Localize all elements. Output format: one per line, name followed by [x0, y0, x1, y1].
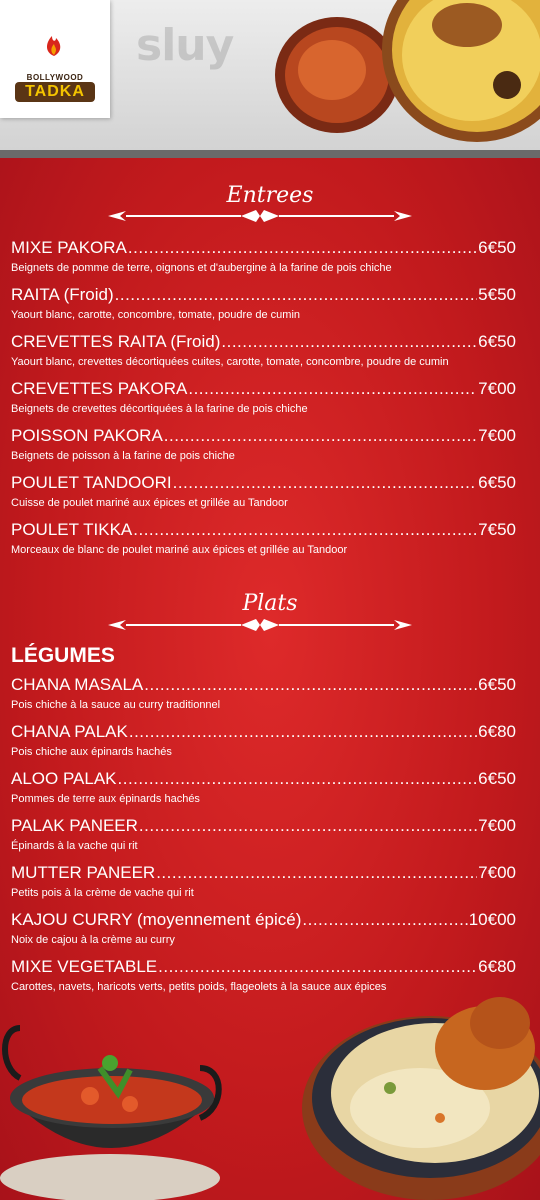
dot-leader	[133, 520, 477, 540]
item-description: Épinards à la vache qui rit	[11, 840, 138, 852]
item-description: Carottes, navets, haricots verts, petits poids, flageolets à la sauce aux épices	[11, 981, 387, 993]
menu-item	[11, 520, 516, 557]
menu-item	[11, 426, 516, 463]
item-name: PALAK PANEER	[11, 816, 138, 835]
dot-leader	[164, 426, 477, 446]
item-name: MIXE VEGETABLE	[11, 957, 158, 976]
menu-item	[11, 863, 516, 900]
item-price: 6€50	[478, 332, 516, 351]
dot-leader	[221, 332, 477, 352]
menu-item	[11, 285, 516, 322]
item-name: RAITA (Froid)	[11, 285, 114, 304]
logo-title: TADKA	[15, 82, 95, 102]
ornament-divider	[108, 210, 412, 222]
menu-item	[11, 473, 516, 510]
item-price: 10€00	[468, 910, 516, 929]
food-photo-biryani	[300, 968, 540, 1200]
item-description: Pois chiche aux épinards hachés	[11, 746, 172, 758]
item-name: CHANA MASALA	[11, 675, 144, 694]
item-name: ALOO PALAK	[11, 769, 117, 788]
item-name: POULET TANDOORI	[11, 473, 172, 492]
item-description: Noix de cajou à la crème au curry	[11, 934, 175, 946]
item-price: 5€50	[478, 285, 516, 304]
item-price: 6€50	[478, 675, 516, 694]
category-title: LÉGUMES	[11, 644, 115, 667]
menu-item	[11, 722, 516, 759]
dot-leader	[173, 473, 478, 493]
menu-item	[11, 379, 516, 416]
section-title-plats: Plats	[242, 591, 298, 616]
item-name: POULET TIKKA	[11, 520, 133, 539]
flame-icon	[40, 34, 68, 56]
item-price: 6€80	[478, 957, 516, 976]
menu-item	[11, 769, 516, 806]
item-name: MIXE PAKORA	[11, 238, 127, 257]
ornament-divider	[108, 619, 412, 631]
item-price: 6€50	[478, 769, 516, 788]
item-description: Yaourt blanc, crevettes décortiquées cuites, carotte, tomate, concombre, poudre de cumin	[11, 356, 449, 368]
header-divider	[0, 150, 540, 158]
item-name: KAJOU CURRY (moyennement épicé)	[11, 910, 302, 929]
menu-item	[11, 238, 516, 275]
dot-leader	[302, 910, 467, 930]
logo-subtitle: BOLLYWOOD	[26, 73, 84, 82]
item-description: Yaourt blanc, carotte, concombre, tomate, poudre de cumin	[11, 309, 301, 321]
item-description: Beignets de crevettes décortiquées à la farine de pois chiche	[11, 403, 308, 415]
menu-item	[11, 675, 516, 712]
item-description: Cuisse de poulet mariné aux épices et grillée au Tandoor	[11, 497, 288, 509]
food-photo-curry-pot	[0, 1008, 235, 1200]
item-description: Pois chiche à la sauce au curry traditionnel	[11, 699, 221, 711]
item-name: CHANA PALAK	[11, 722, 128, 741]
logo	[0, 0, 110, 118]
item-description: Beignets de poisson à la farine de pois chiche	[11, 450, 235, 462]
item-name: MUTTER PANEER	[11, 863, 156, 882]
dot-leader	[139, 816, 477, 836]
dot-leader	[128, 238, 477, 258]
item-price: 6€80	[478, 722, 516, 741]
item-price: 6€50	[478, 238, 516, 257]
menu-item	[11, 816, 516, 853]
item-name: POISSON PAKORA	[11, 426, 163, 445]
dot-leader	[188, 379, 477, 399]
header	[0, 0, 540, 155]
food-photo-top	[272, 0, 540, 155]
item-name: CREVETTES RAITA (Froid)	[11, 332, 221, 351]
item-description: Beignets de pomme de terre, oignons et d'aubergine à la farine de pois chiche	[11, 262, 392, 274]
watermark: sluy	[136, 20, 234, 71]
item-description: Petits pois à la crème de vache qui rit	[11, 887, 194, 899]
item-description: Morceaux de blanc de poulet mariné aux épices et grillée au Tandoor	[11, 544, 348, 556]
item-name: CREVETTES PAKORA	[11, 379, 188, 398]
dot-leader	[144, 675, 477, 695]
dot-leader	[118, 769, 478, 789]
item-price: 6€50	[478, 473, 516, 492]
menu-item	[11, 332, 516, 369]
item-price: 7€50	[478, 520, 516, 539]
item-price: 7€00	[478, 426, 516, 445]
dot-leader	[115, 285, 478, 305]
dot-leader	[156, 863, 477, 883]
section-title-entrees: Entrees	[226, 183, 314, 208]
dot-leader	[129, 722, 477, 742]
menu-item	[11, 910, 516, 947]
item-price: 7€00	[478, 863, 516, 882]
item-price: 7€00	[478, 816, 516, 835]
item-description: Pommes de terre aux épinards hachés	[11, 793, 200, 805]
item-price: 7€00	[478, 379, 516, 398]
